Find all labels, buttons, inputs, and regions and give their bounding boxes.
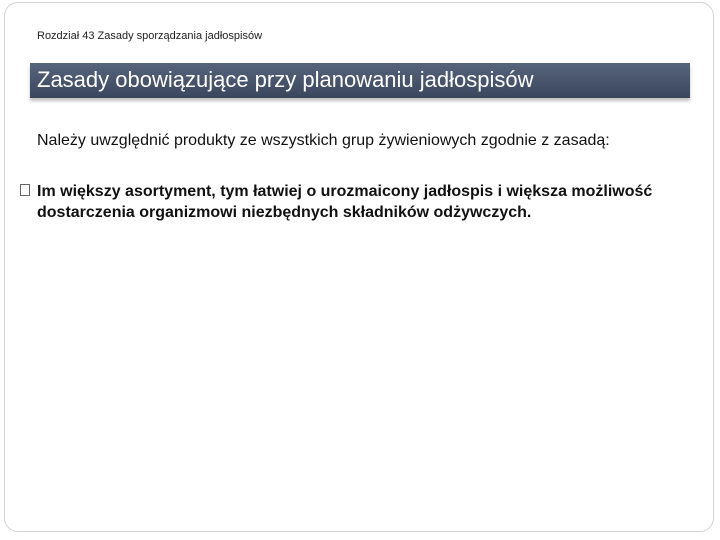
square-bullet-icon bbox=[20, 184, 30, 196]
bullet-text: Im większy asortyment, tym łatwiej o urozmaicony jadłospis i większa możliwość dostarczenia organizmowi niezbędnych składników odżywczych. bbox=[37, 183, 653, 221]
intro-paragraph: Należy uwzględnić produkty ze wszystkich grup żywieniowych zgodnie z zasadą: bbox=[37, 132, 610, 149]
slide-title: Zasady obowiązujące przy planowaniu jadłospisów bbox=[37, 67, 534, 92]
chapter-header: Rozdział 43 Zasady sporządzania jadłospisów bbox=[37, 30, 263, 42]
title-bar bbox=[30, 63, 690, 98]
